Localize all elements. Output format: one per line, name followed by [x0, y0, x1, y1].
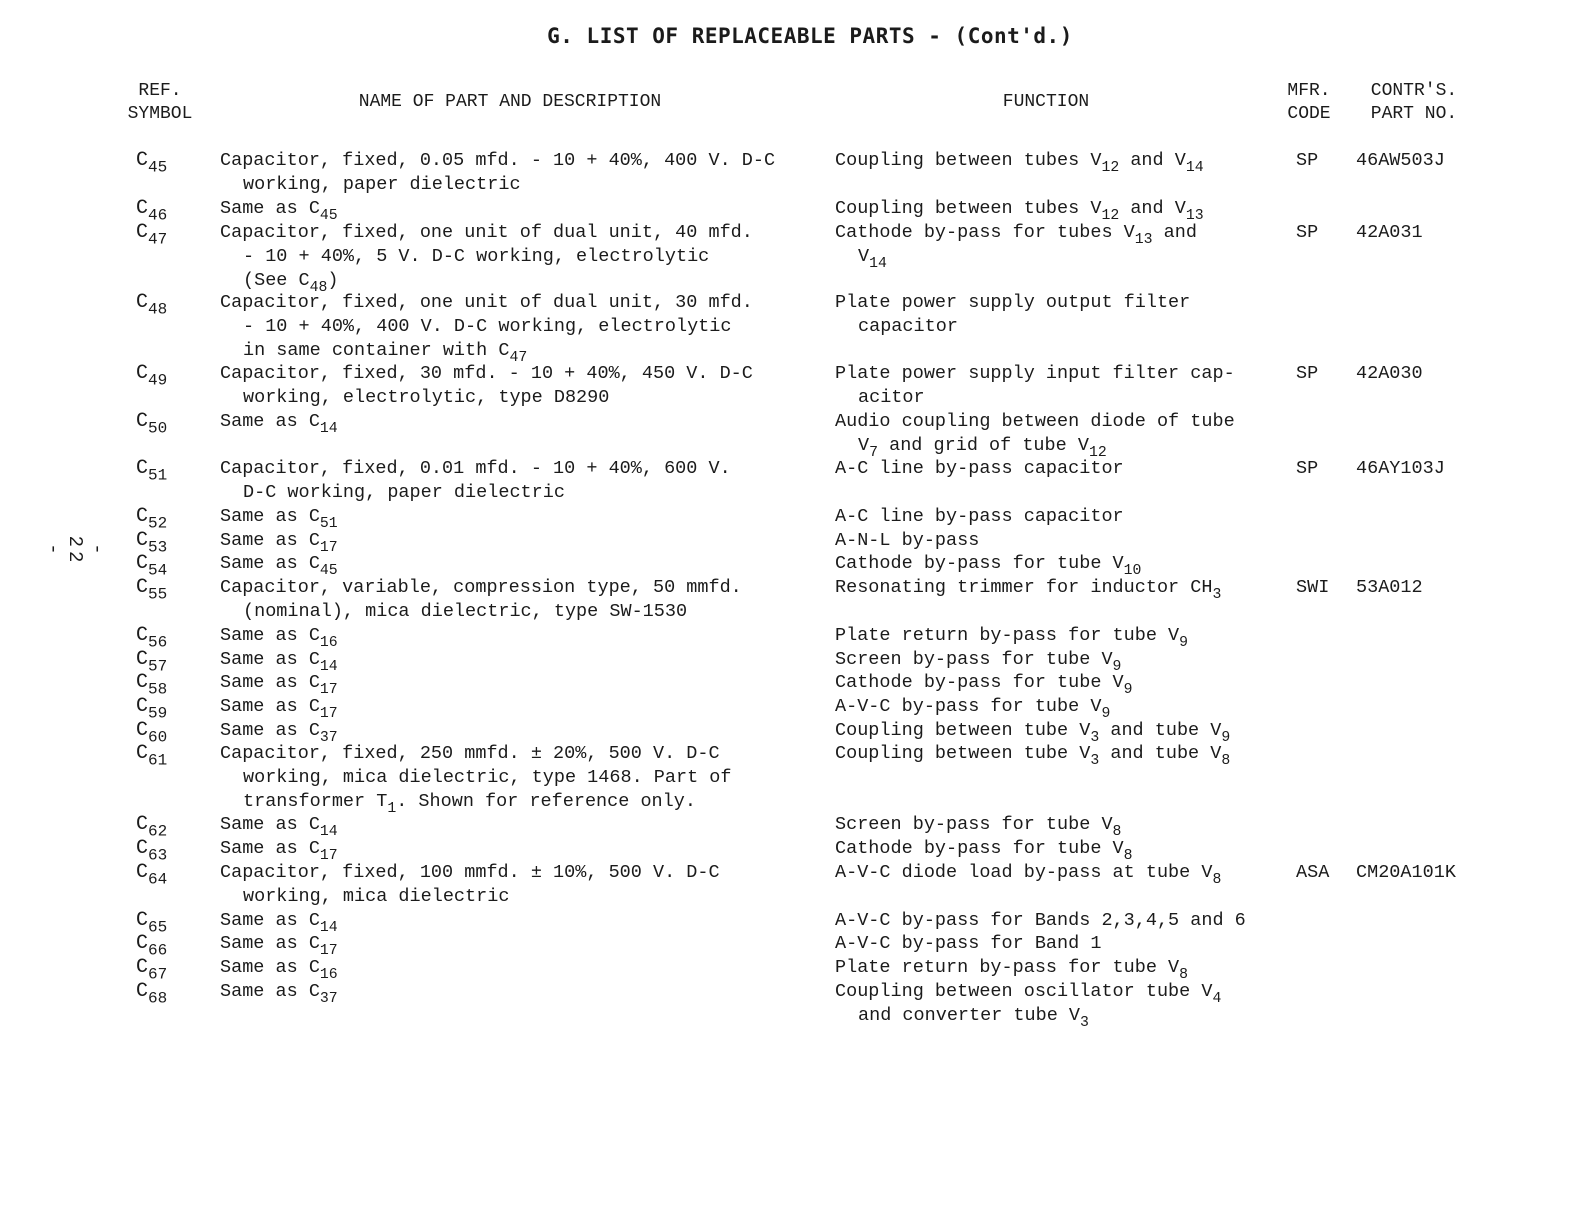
part-description-line: Same as $C_{17}$ — [220, 672, 338, 698]
part-function-line: Plate power supply input filter cap- — [835, 363, 1235, 384]
part-function-line: A-V-C by-pass for Band 1 — [835, 933, 1102, 954]
mfr-code — [1296, 362, 1318, 386]
part-description — [220, 576, 742, 624]
ref-symbol: $C_{56}$ — [136, 624, 168, 652]
part-function — [835, 861, 1222, 888]
part-description — [220, 221, 753, 296]
part-function-line: A-C line by-pass capacitor — [835, 506, 1124, 527]
part-description — [220, 695, 338, 722]
header-part-line-2: PART NO. — [1370, 104, 1458, 124]
part-number — [1356, 149, 1445, 173]
part-description-line: in same container with $C_{47}$ — [243, 339, 528, 366]
part-description-line: Same as $C_{17}$ — [220, 530, 338, 556]
part-description-line: Same as $C_{14}$ — [220, 814, 338, 840]
part-description-line: - 10 + 40%, 5 V. D-C working, electrolytic — [243, 245, 710, 267]
part-description-line: working, paper dielectric — [243, 173, 521, 195]
part-function-line: Plate return by-pass for tube $V_9$ — [835, 625, 1189, 651]
part-description — [220, 837, 338, 864]
part-description-line: transformer $T_1$. Shown for reference only. — [243, 790, 696, 817]
part-function-line: A-V-C diode load by-pass at tube $V_8$ — [835, 862, 1222, 888]
part-function — [835, 410, 1235, 461]
part-description-line: Capacitor, fixed, 250 mmfd. ± 20%, 500 V. D-C — [220, 743, 720, 764]
part-function-line: acitor — [858, 386, 925, 408]
header-ref-line-2: SYMBOL — [127, 104, 193, 124]
part-function — [835, 909, 1246, 933]
part-function — [835, 576, 1222, 603]
ref-symbol: $C_{50}$ — [136, 410, 168, 438]
part-description — [220, 909, 338, 936]
ref-symbol: $C_{66}$ — [136, 932, 168, 960]
part-description-line: Same as $C_{16}$ — [220, 957, 338, 983]
ref-symbol: $C_{48}$ — [136, 291, 168, 319]
part-function-line: Coupling between tubes $V_{12}$ and $V_{13}$ — [835, 198, 1204, 224]
part-function-line: and converter tube $V_3$ — [858, 1004, 1089, 1031]
part-description — [220, 671, 338, 698]
mfr-code-line: ASA — [1296, 862, 1330, 883]
ref-symbol: $C_{57}$ — [136, 648, 168, 676]
part-description — [220, 813, 338, 840]
part-description-line: Same as $C_{14}$ — [220, 411, 338, 437]
part-function-line: Screen by-pass for tube $V_8$ — [835, 814, 1122, 840]
part-description — [220, 529, 338, 556]
part-function — [835, 648, 1122, 675]
part-description — [220, 719, 338, 746]
ref-symbol: $C_{61}$ — [136, 742, 168, 770]
ref-symbol: $C_{65}$ — [136, 909, 168, 937]
part-function-line: A-C line by-pass capacitor — [835, 458, 1124, 479]
part-number — [1356, 362, 1423, 386]
part-description — [220, 956, 338, 983]
mfr-code — [1296, 861, 1329, 885]
part-description — [220, 861, 720, 909]
part-description — [220, 980, 338, 1007]
part-function-line: Audio coupling between diode of tube — [835, 411, 1235, 432]
part-function — [835, 695, 1111, 722]
part-function-line: A-V-C by-pass for tube $V_9$ — [835, 696, 1111, 722]
ref-symbol: $C_{53}$ — [136, 529, 168, 557]
mfr-code — [1296, 457, 1318, 481]
ref-symbol: $C_{49}$ — [136, 362, 168, 390]
part-function-line: Cathode by-pass for tube $V_9$ — [835, 672, 1133, 698]
part-function — [835, 291, 1190, 339]
part-function-line: $V_{14}$ — [858, 245, 887, 272]
ref-symbol: $C_{63}$ — [136, 837, 168, 865]
part-description-line: Same as $C_{17}$ — [220, 838, 338, 864]
part-function — [835, 813, 1122, 840]
header-mfr-line-1: MFR. — [1287, 81, 1331, 101]
part-description — [220, 457, 731, 505]
ref-symbol: $C_{45}$ — [136, 149, 168, 177]
part-function — [835, 197, 1204, 224]
header-part-line-1: CONTR'S. — [1370, 81, 1458, 101]
part-description — [220, 552, 338, 579]
part-function-line: Coupling between oscillator tube $V_4$ — [835, 981, 1222, 1007]
part-description-line: - 10 + 40%, 400 V. D-C working, electrolytic — [243, 315, 732, 337]
part-description-line: Capacitor, fixed, one unit of dual unit, 30 mfd. — [220, 292, 753, 313]
header-name-description: NAME OF PART AND DESCRIPTION — [358, 92, 662, 112]
part-function-line: Screen by-pass for tube $V_9$ — [835, 649, 1122, 675]
part-description-line: Same as $C_{14}$ — [220, 910, 338, 936]
part-number-line: 46AW503J — [1356, 150, 1445, 171]
ref-symbol: $C_{67}$ — [136, 956, 168, 984]
part-function — [835, 149, 1204, 176]
ref-symbol: $C_{47}$ — [136, 221, 168, 249]
ref-symbol: $C_{58}$ — [136, 671, 168, 699]
part-description-line: (See $C_{48}$) — [243, 269, 339, 296]
part-function-line: Coupling between tubes $V_{12}$ and $V_{14}$ — [835, 150, 1204, 176]
part-number-line: CM20A101K — [1356, 862, 1456, 883]
part-function — [835, 956, 1189, 983]
part-function-line: Plate return by-pass for tube $V_8$ — [835, 957, 1189, 983]
part-function — [835, 529, 979, 553]
mfr-code — [1296, 149, 1318, 173]
ref-symbol: $C_{54}$ — [136, 552, 168, 580]
part-description-line: Same as $C_{17}$ — [220, 696, 338, 722]
mfr-code-line: SP — [1296, 458, 1319, 479]
part-function-line: Cathode by-pass for tube $V_{10}$ — [835, 553, 1142, 579]
mfr-code-line: SWI — [1296, 577, 1330, 598]
part-number — [1356, 221, 1423, 245]
part-number — [1356, 861, 1456, 885]
part-number — [1356, 457, 1445, 481]
mfr-code — [1296, 576, 1329, 600]
part-description-line: working, mica dielectric, type 1468. Part of — [243, 766, 732, 788]
part-function-line: Coupling between tube $V_3$ and tube $V_9$ — [835, 720, 1231, 746]
part-description-line: Same as $C_{16}$ — [220, 625, 338, 651]
part-description — [220, 362, 753, 410]
part-function-line: Cathode by-pass for tubes $V_{13}$ and — [835, 222, 1197, 248]
mfr-code-line: SP — [1296, 363, 1319, 384]
part-description — [220, 149, 775, 197]
part-function — [835, 742, 1231, 769]
ref-symbol: $C_{60}$ — [136, 719, 168, 747]
part-function-line: Resonating trimmer for inductor $CH_3$ — [835, 577, 1222, 603]
part-function — [835, 457, 1124, 481]
ref-symbol: $C_{64}$ — [136, 861, 168, 889]
part-description — [220, 624, 338, 651]
ref-symbol: $C_{46}$ — [136, 197, 168, 225]
part-number-line: 42A031 — [1356, 222, 1423, 243]
part-description — [220, 742, 732, 817]
part-description — [220, 291, 753, 366]
part-description-line: (nominal), mica dielectric, type SW-1530 — [243, 600, 688, 622]
part-description-line: Capacitor, fixed, 0.01 mfd. - 10 + 40%, 600 V. — [220, 458, 731, 479]
part-function-line: Plate power supply output filter — [835, 292, 1191, 313]
ref-symbol: $C_{59}$ — [136, 695, 168, 723]
part-description-line: Same as $C_{17}$ — [220, 933, 338, 959]
part-function-line: $V_7$ and grid of tube $V_{12}$ — [858, 434, 1107, 461]
part-number-line: 46AY103J — [1356, 458, 1445, 479]
part-description-line: Capacitor, fixed, 100 mmfd. ± 10%, 500 V. D-C — [220, 862, 720, 883]
part-function — [835, 505, 1124, 529]
part-description-line: Same as $C_{51}$ — [220, 506, 338, 532]
mfr-code — [1296, 221, 1318, 245]
ref-symbol: $C_{62}$ — [136, 813, 168, 841]
header-function: FUNCTION — [1002, 92, 1090, 112]
part-number — [1356, 576, 1423, 600]
part-description — [220, 505, 338, 532]
part-function-line: Coupling between tube $V_3$ and tube $V_8$ — [835, 743, 1231, 769]
part-function-line: A-N-L by-pass — [835, 530, 980, 551]
part-description-line: Capacitor, variable, compression type, 50 mmfd. — [220, 577, 742, 598]
part-description-line: Same as $C_{45}$ — [220, 553, 338, 579]
part-description-line: Same as $C_{37}$ — [220, 981, 338, 1007]
mfr-code-line: SP — [1296, 150, 1319, 171]
part-description — [220, 410, 338, 437]
part-description — [220, 197, 338, 224]
part-function — [835, 980, 1222, 1031]
part-description — [220, 648, 338, 675]
part-description-line: Same as $C_{45}$ — [220, 198, 338, 224]
part-description-line: Capacitor, fixed, one unit of dual unit, 40 mfd. — [220, 222, 753, 243]
part-function — [835, 837, 1133, 864]
ref-symbol: $C_{52}$ — [136, 505, 168, 533]
mfr-code-line: SP — [1296, 222, 1319, 243]
page-number: - 22 - — [42, 535, 108, 567]
ref-symbol: $C_{55}$ — [136, 576, 168, 604]
part-description-line: Capacitor, fixed, 0.05 mfd. - 10 + 40%, 400 V. D-C — [220, 150, 776, 171]
part-function — [835, 221, 1197, 272]
part-description-line: D-C working, paper dielectric — [243, 481, 565, 503]
part-function-line: A-V-C by-pass for Bands 2,3,4,5 and 6 — [835, 910, 1246, 931]
part-description-line: working, electrolytic, type D8290 — [243, 386, 610, 408]
part-number-line: 53A012 — [1356, 577, 1423, 598]
header-mfr-line-2: CODE — [1287, 104, 1331, 124]
part-function — [835, 362, 1235, 410]
header-ref-line-1: REF. — [138, 81, 182, 101]
part-function — [835, 552, 1142, 579]
part-description — [220, 932, 338, 959]
part-function — [835, 932, 1101, 956]
part-number-line: 42A030 — [1356, 363, 1423, 384]
part-function — [835, 671, 1133, 698]
part-description-line: Same as $C_{37}$ — [220, 720, 338, 746]
part-function-line: capacitor — [858, 315, 958, 337]
part-function — [835, 719, 1231, 746]
part-description-line: Capacitor, fixed, 30 mfd. - 10 + 40%, 450 V. D-C — [220, 363, 753, 384]
part-function-line: Cathode by-pass for tube $V_8$ — [835, 838, 1133, 864]
ref-symbol: $C_{68}$ — [136, 980, 168, 1008]
ref-symbol: $C_{51}$ — [136, 457, 168, 485]
part-description-line: Same as $C_{14}$ — [220, 649, 338, 675]
part-description-line: working, mica dielectric — [243, 885, 510, 907]
page-title: G. LIST OF REPLACEABLE PARTS - (Cont'd.) — [547, 24, 1073, 48]
part-function — [835, 624, 1189, 651]
